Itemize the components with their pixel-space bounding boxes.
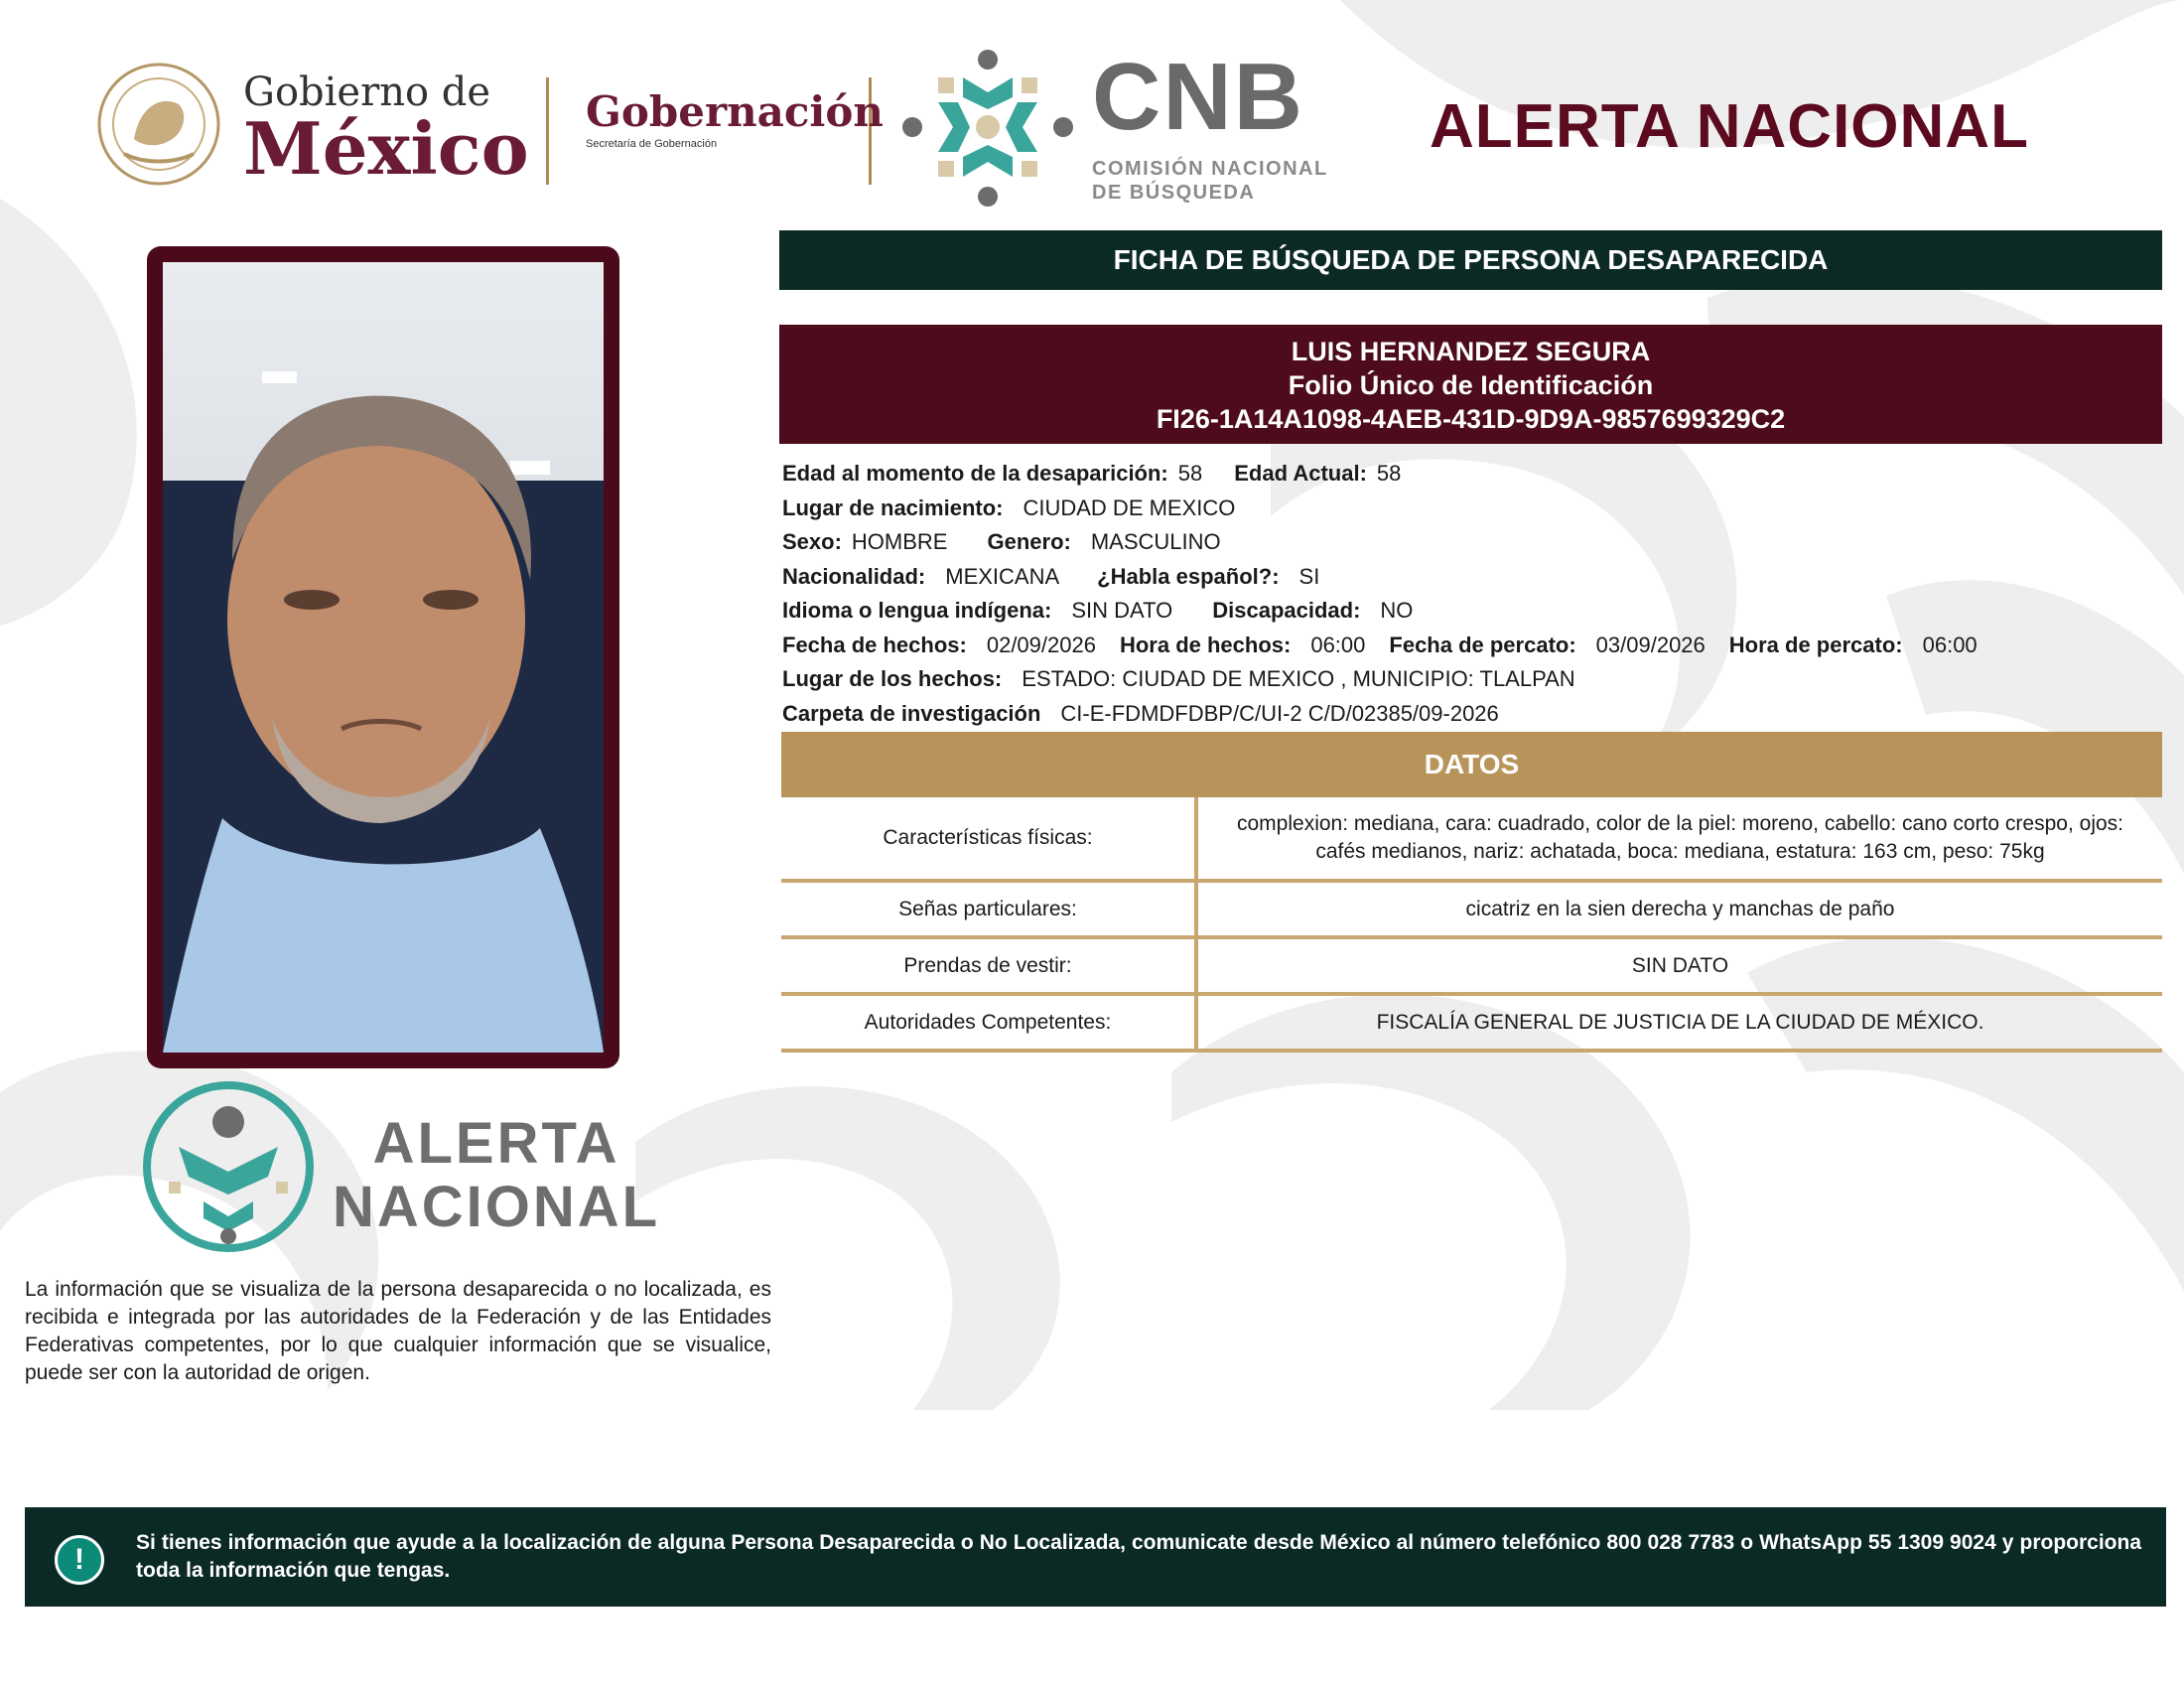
fecha-hechos-label: Fecha de hechos: [782, 632, 967, 657]
genero-label: Genero: [987, 529, 1071, 554]
table-row [781, 994, 2162, 1051]
fecha-percato-value: 03/09/2026 [1595, 632, 1706, 657]
gobernacion-title: Gobernación [586, 87, 884, 136]
cnb-acronym: CNB [1092, 44, 1304, 150]
table-row [781, 797, 2162, 881]
edad-actual-label: Edad Actual: [1234, 461, 1367, 486]
discapacidad-label: Discapacidad: [1212, 598, 1361, 623]
datos-label: Características físicas: [781, 797, 1196, 881]
habla-value: SI [1298, 563, 1320, 589]
person-header [779, 325, 2162, 444]
gobierno-line2: México [243, 106, 529, 191]
national-seal-icon [94, 60, 223, 189]
alerta-nacional-wordmark [333, 1112, 660, 1239]
contact-message: Si tienes información que ayude a la localización de alguna Persona Desaparecida o No Localizada, comunicate desde México al número telefónico 800 028 7783 o WhatsApp 55 1309 9024 y proporciona toda la información que tengas. [136, 1531, 2141, 1582]
idioma-label: Idioma o lengua indígena: [782, 598, 1052, 623]
datos-value: complexion: mediana, cara: cuadrado, color de la piel: moreno, cabello: cano corto crespo, ojos: cafés medianos, nariz: achatada, boca: mediana, estatura: 163 cm, peso: 75kg [1196, 797, 2162, 881]
table-row [781, 937, 2162, 994]
lugar-hechos-value: ESTADO: CIUDAD DE MEXICO , MUNICIPIO: TLALPAN [1022, 666, 1575, 691]
hora-percato-label: Hora de percato: [1728, 632, 1903, 657]
datos-label: Prendas de vestir: [781, 937, 1196, 994]
gobierno-de-mexico-logo [94, 60, 531, 189]
folio-label: Folio Único de Identificación [1288, 370, 1654, 400]
datos-value: cicatriz en la sien derecha y manchas de paño [1196, 881, 2162, 937]
table-row [781, 881, 2162, 937]
hora-hechos-value: 06:00 [1310, 632, 1366, 657]
hora-percato-value: 06:00 [1922, 632, 1978, 657]
disclaimer-text: La información que se visualiza de la persona desaparecida o no localizada, es recibida e integrada por las autoridades de la Federación y de las Entidades Federativas competentes, por lo que cualquier información que se visualice, puede ser con la autoridad de origen. [25, 1278, 771, 1384]
exclamation-icon: ! [55, 1535, 104, 1585]
datos-label: Señas particulares: [781, 881, 1196, 937]
sexo-value: HOMBRE [851, 529, 948, 554]
datos-title: DATOS [781, 732, 2162, 797]
cnb-line1: COMISIÓN NACIONAL [1092, 158, 1328, 180]
alerta-nacional-title: ALERTA NACIONAL [1430, 92, 2029, 161]
gobernacion-logo [586, 87, 884, 150]
discapacidad-value: NO [1380, 598, 1414, 623]
contact-footer [25, 1507, 2166, 1607]
info-row [782, 525, 2009, 560]
cnb-wordmark [1092, 44, 1328, 205]
carpeta-label: Carpeta de investigación [782, 700, 1041, 726]
info-row [782, 662, 2009, 697]
alerta-logo-line2: NACIONAL [333, 1175, 661, 1239]
edad-desaparicion-label: Edad al momento de la desaparición: [782, 461, 1168, 486]
lugar-nacimiento-value: CIUDAD DE MEXICO [1023, 494, 1236, 520]
hora-hechos-label: Hora de hechos: [1119, 632, 1292, 657]
edad-desaparicion-value: 58 [1177, 461, 1203, 486]
folio-value: FI26-1A14A1098-4AEB-431D-9D9A-9857699329C2 [1156, 404, 1786, 434]
photo-frame [147, 246, 619, 1068]
carpeta-value: CI-E-FDMDFDBP/C/UI-2 C/D/02385/09-2026 [1060, 700, 1499, 726]
datos-value: SIN DATO [1196, 937, 2162, 994]
datos-value: FISCALÍA GENERAL DE JUSTICIA DE LA CIUDAD DE MÉXICO. [1196, 994, 2162, 1051]
idioma-value: SIN DATO [1071, 598, 1173, 623]
edad-actual-value: 58 [1376, 461, 1402, 486]
nacionalidad-value: MEXICANA [945, 563, 1060, 589]
person-photo [163, 262, 604, 1053]
info-row [782, 594, 2009, 629]
ficha-title: FICHA DE BÚSQUEDA DE PERSONA DESAPARECIDA [779, 230, 2162, 290]
alerta-nacional-logo-icon [139, 1077, 318, 1256]
info-row [782, 492, 2009, 526]
fecha-percato-label: Fecha de percato: [1389, 632, 1576, 657]
info-row [782, 457, 2009, 492]
nacionalidad-label: Nacionalidad: [782, 563, 926, 589]
lugar-hechos-label: Lugar de los hechos: [782, 666, 1003, 691]
gobierno-line1: Gobierno de [243, 70, 491, 115]
info-row [782, 629, 2009, 663]
cnb-emblem-icon [898, 38, 1077, 216]
cnb-line2: DE BÚSQUEDA [1092, 182, 1256, 204]
person-name: LUIS HERNANDEZ SEGURA [1291, 337, 1651, 366]
lugar-nacimiento-label: Lugar de nacimiento: [782, 494, 1004, 520]
fecha-hechos-value: 02/09/2026 [986, 632, 1096, 657]
gobernacion-subtitle: Secretaría de Gobernación [586, 138, 718, 150]
header-divider [546, 77, 549, 185]
person-info [782, 457, 2009, 731]
info-row [782, 697, 2009, 732]
datos-table [781, 797, 2162, 1053]
genero-value: MASCULINO [1090, 529, 1221, 554]
datos-label: Autoridades Competentes: [781, 994, 1196, 1051]
alerta-logo-line1: ALERTA [372, 1111, 620, 1176]
habla-label: ¿Habla español?: [1097, 563, 1280, 589]
sexo-label: Sexo: [782, 529, 842, 554]
info-row [782, 560, 2009, 595]
